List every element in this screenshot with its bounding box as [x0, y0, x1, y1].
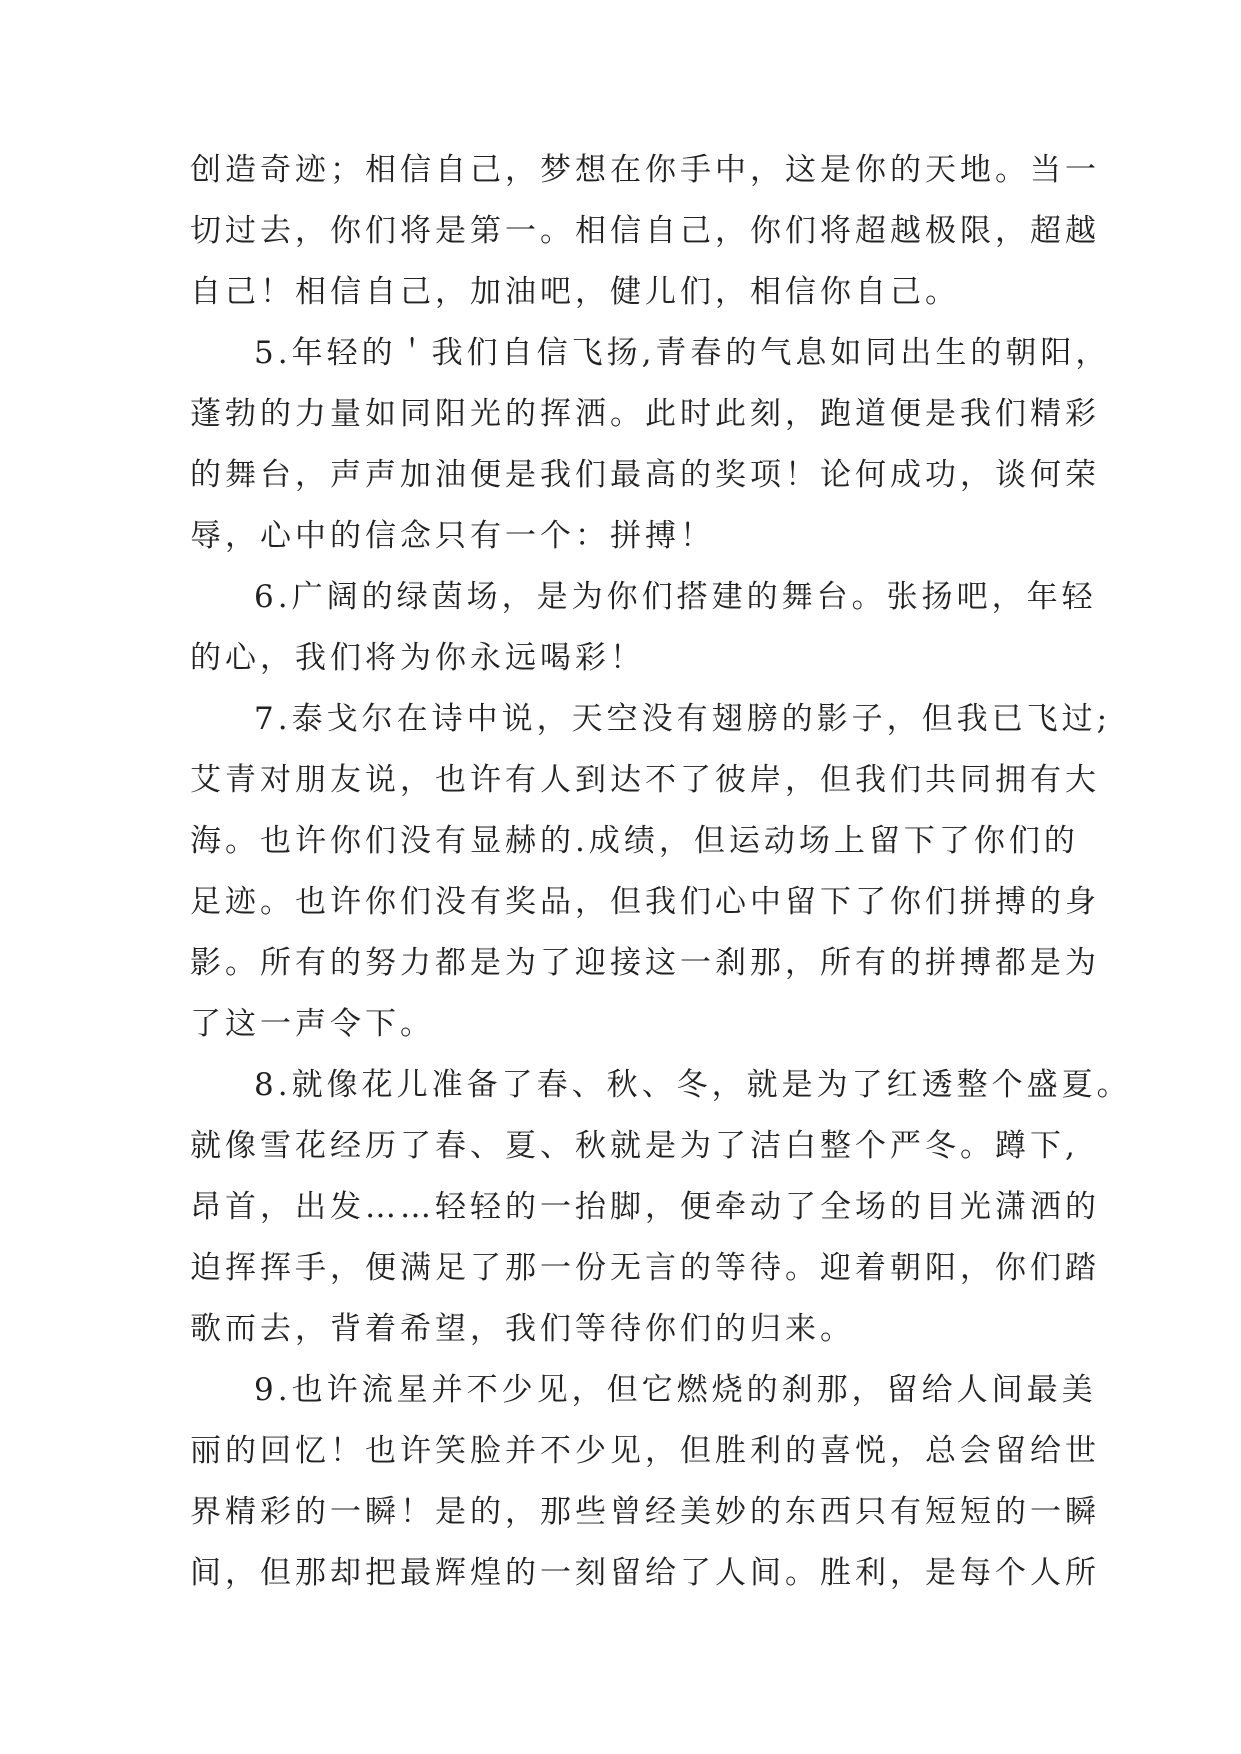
- text-line: 蓬勃的力量如同阳光的挥洒。此时此刻，跑道便是我们精彩: [190, 396, 1100, 432]
- text-line: 海。也许你们没有显赫的.成绩，但运动场上留下了你们的: [190, 823, 1079, 859]
- paragraph-9-start: 9.也许流星并不少见，但它燃烧的刹那，留给人间最美: [254, 1372, 1097, 1408]
- text-line: 的舞台，声声加油便是我们最高的奖项！论何成功，谈何荣: [190, 457, 1100, 493]
- text-line: 足迹。也许你们没有奖品，但我们心中留下了你们拼搏的身: [190, 884, 1100, 920]
- text-line: 昂首，出发……轻轻的一抬脚，便牵动了全场的目光潇洒的: [190, 1189, 1100, 1225]
- text-line: 歌而去，背着希望，我们等待你们的归来。: [190, 1311, 855, 1347]
- paragraph-8-start: 8.就像花儿准备了春、秋、冬，就是为了红透整个盛夏。: [254, 1067, 1132, 1103]
- text-line: 了这一声令下。: [190, 1006, 435, 1042]
- text-line: 自己！相信自己，加油吧，健儿们，相信你自己。: [190, 274, 960, 310]
- text-line: 迫挥挥手，便满足了那一份无言的等待。迎着朝阳，你们踏: [190, 1250, 1100, 1286]
- paragraph-7-start: 7.泰戈尔在诗中说，天空没有翅膀的影子，但我已飞过;: [254, 701, 1112, 737]
- text-line: 艾青对朋友说，也许有人到达不了彼岸，但我们共同拥有大: [190, 762, 1100, 798]
- paragraph-5-start: 5.年轻的＇我们自信飞扬,青春的气息如同出生的朝阳，: [254, 335, 1111, 371]
- text-line: 辱，心中的信念只有一个：拼搏！: [190, 518, 715, 554]
- text-line: 就像雪花经历了春、夏、秋就是为了洁白整个严冬。蹲下,: [190, 1128, 1079, 1164]
- text-line: 间，但那却把最辉煌的一刻留给了人间。胜利，是每个人所: [190, 1555, 1100, 1591]
- text-line: 丽的回忆！也许笑脸并不少见，但胜利的喜悦，总会留给世: [190, 1433, 1100, 1469]
- document-body: [190, 140, 1132, 1604]
- text-line: 的心，我们将为你永远喝彩！: [190, 640, 645, 676]
- paragraph-6-start: 6.广阔的绿茵场，是为你们搭建的舞台。张扬吧，年轻: [254, 579, 1097, 615]
- text-line: 切过去，你们将是第一。相信自己，你们将超越极限，超越: [190, 213, 1100, 249]
- text-line: 影。所有的努力都是为了迎接这一刹那，所有的拼搏都是为: [190, 945, 1100, 981]
- text-line: 创造奇迹；相信自己，梦想在你手中，这是你的天地。当一: [190, 152, 1100, 188]
- text-line: 界精彩的一瞬！是的，那些曾经美妙的东西只有短短的一瞬: [190, 1494, 1100, 1530]
